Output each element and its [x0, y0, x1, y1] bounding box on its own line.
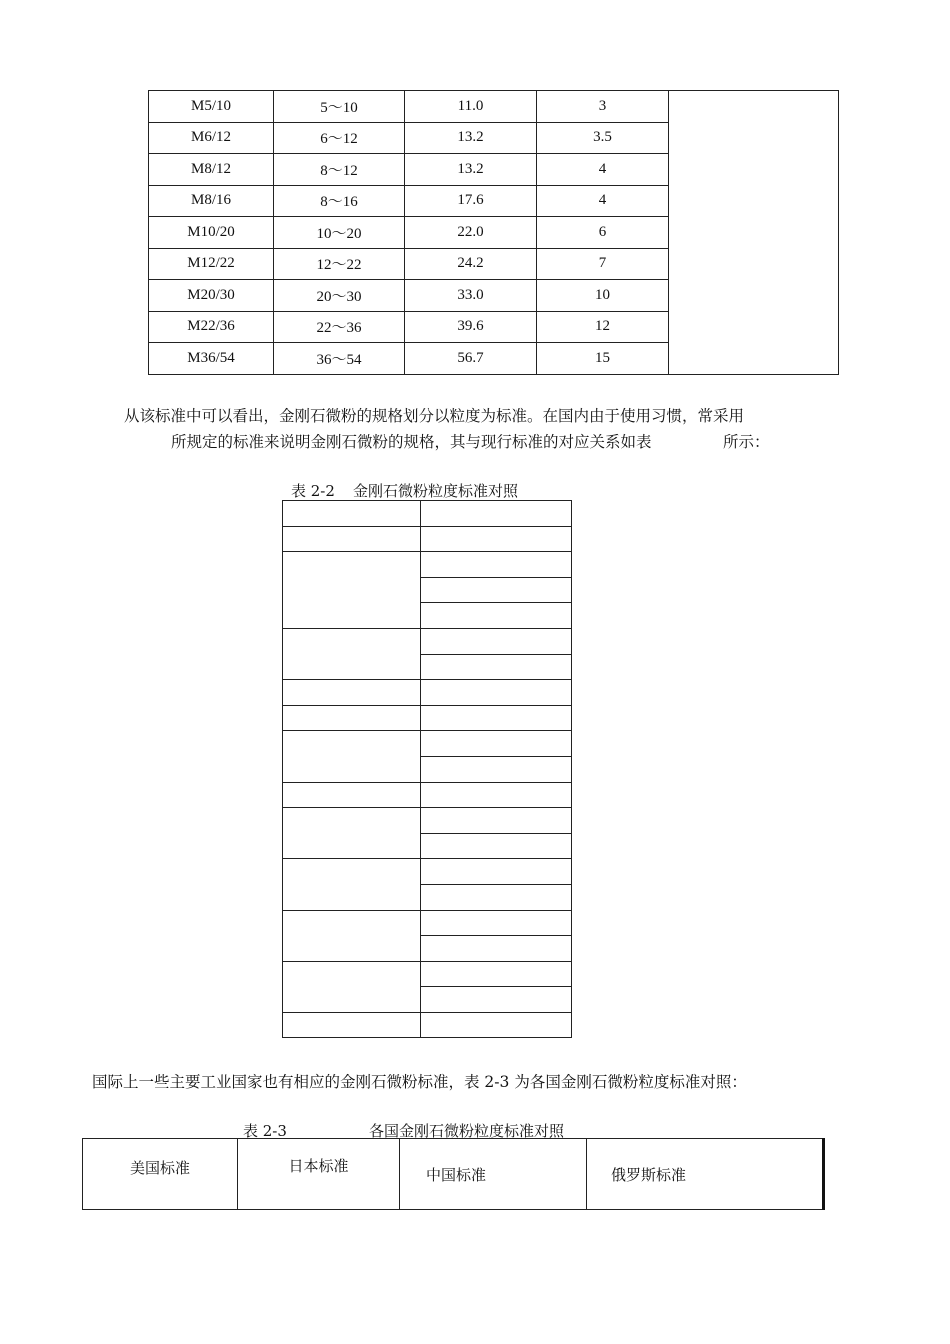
table-row	[283, 859, 572, 885]
table-cell	[421, 628, 572, 654]
table-cell: 22～36	[274, 311, 405, 343]
table-cell	[421, 782, 572, 808]
table-cell: M10/20	[149, 217, 274, 249]
table-cell: 36～54	[274, 343, 405, 375]
table-cell: 11.0	[405, 91, 537, 123]
table-cell: 4	[537, 154, 669, 186]
table-2-3-caption-label: 表 2-3	[243, 1122, 287, 1140]
table-header-row	[83, 1139, 824, 1210]
paragraph-1-line-2: 所规定的标准来说明金刚石微粉的规格，其与现行标准的对应关系如表	[171, 433, 652, 451]
table-cell	[421, 705, 572, 731]
table-cell: M6/12	[149, 122, 274, 154]
table-cell: M12/22	[149, 248, 274, 280]
paragraph-1-line-2-tail: 所示：	[723, 433, 770, 451]
table-cell	[421, 501, 572, 527]
table-cell: 33.0	[405, 280, 537, 312]
table-row	[283, 910, 572, 936]
table-cell	[283, 859, 421, 910]
table-row	[283, 961, 572, 987]
grain-size-table-continued	[148, 90, 839, 375]
table-cell: 3.5	[537, 122, 669, 154]
header-us-standard: 美国标准	[83, 1139, 238, 1210]
table-cell	[283, 680, 421, 706]
table-cell: 5～10	[274, 91, 405, 123]
table-row	[149, 91, 839, 123]
table-cell	[283, 961, 421, 1012]
table-cell	[283, 782, 421, 808]
table-cell: 7	[537, 248, 669, 280]
table-cell: 13.2	[405, 122, 537, 154]
table-cell	[283, 526, 421, 552]
table-cell	[283, 552, 421, 629]
table-cell	[421, 859, 572, 885]
table-cell	[421, 552, 572, 578]
table-row	[283, 680, 572, 706]
table-cell	[421, 577, 572, 603]
table-cell	[421, 961, 572, 987]
table-cell: 22.0	[405, 217, 537, 249]
header-japan-standard: 日本标准	[238, 1139, 400, 1210]
table-row	[283, 731, 572, 757]
table-row	[283, 808, 572, 834]
table-cell: 12	[537, 311, 669, 343]
table-cell	[283, 628, 421, 679]
table-cell	[421, 910, 572, 936]
table-cell-merged-blank	[669, 91, 839, 375]
table-row	[283, 782, 572, 808]
table-cell	[421, 603, 572, 629]
table-cell	[421, 1012, 572, 1038]
table-cell	[283, 731, 421, 782]
international-standards-table	[82, 1138, 825, 1210]
table-cell: 39.6	[405, 311, 537, 343]
paragraph-1-line-1: 从该标准中可以看出，金刚石微粉的规格划分以粒度为标准。在国内由于使用习惯，常采用	[124, 407, 745, 425]
table-cell: 4	[537, 185, 669, 217]
table-cell: 3	[537, 91, 669, 123]
table-row	[283, 526, 572, 552]
table-cell: 10	[537, 280, 669, 312]
table-cell	[283, 808, 421, 859]
table-cell: 6～12	[274, 122, 405, 154]
table-cell: 20～30	[274, 280, 405, 312]
table-cell: 8～16	[274, 185, 405, 217]
table-cell: M20/30	[149, 280, 274, 312]
table-cell	[421, 987, 572, 1013]
table-cell	[421, 680, 572, 706]
table-cell: 12～22	[274, 248, 405, 280]
table-cell: 8～12	[274, 154, 405, 186]
table-cell: M5/10	[149, 91, 274, 123]
table-row	[283, 1012, 572, 1038]
table-cell	[421, 884, 572, 910]
table-2-2-caption-title: 金刚石微粉粒度标准对照	[353, 482, 519, 500]
table-cell	[421, 756, 572, 782]
table-cell	[283, 1012, 421, 1038]
table-row	[283, 552, 572, 578]
table-cell	[421, 654, 572, 680]
table-cell	[421, 936, 572, 962]
table-cell: 6	[537, 217, 669, 249]
diamond-powder-grain-standard-table	[282, 500, 572, 1038]
table-cell: M8/12	[149, 154, 274, 186]
table-cell	[283, 501, 421, 527]
table-cell	[421, 833, 572, 859]
table-2-2-caption-label: 表 2-2	[291, 482, 335, 500]
table-cell	[421, 808, 572, 834]
table-cell	[283, 705, 421, 731]
table-cell	[421, 526, 572, 552]
table-row	[283, 501, 572, 527]
table-cell: M36/54	[149, 343, 274, 375]
table-cell	[283, 910, 421, 961]
table-cell: M22/36	[149, 311, 274, 343]
paragraph-2: 国际上一些主要工业国家也有相应的金刚石微粉标准，表 2-3 为各国金刚石微粉粒度标准对照：	[92, 1073, 747, 1091]
table-row	[283, 705, 572, 731]
table-cell: M8/16	[149, 185, 274, 217]
header-russia-standard: 俄罗斯标准	[587, 1139, 824, 1210]
table-cell: 17.6	[405, 185, 537, 217]
table-cell: 15	[537, 343, 669, 375]
table-cell: 10～20	[274, 217, 405, 249]
table-cell: 13.2	[405, 154, 537, 186]
table-cell: 56.7	[405, 343, 537, 375]
table-cell: 24.2	[405, 248, 537, 280]
table-cell	[421, 731, 572, 757]
header-china-standard: 中国标准	[400, 1139, 587, 1210]
table-row	[283, 628, 572, 654]
table-2-3-caption-title: 各国金刚石微粉粒度标准对照	[369, 1122, 565, 1140]
